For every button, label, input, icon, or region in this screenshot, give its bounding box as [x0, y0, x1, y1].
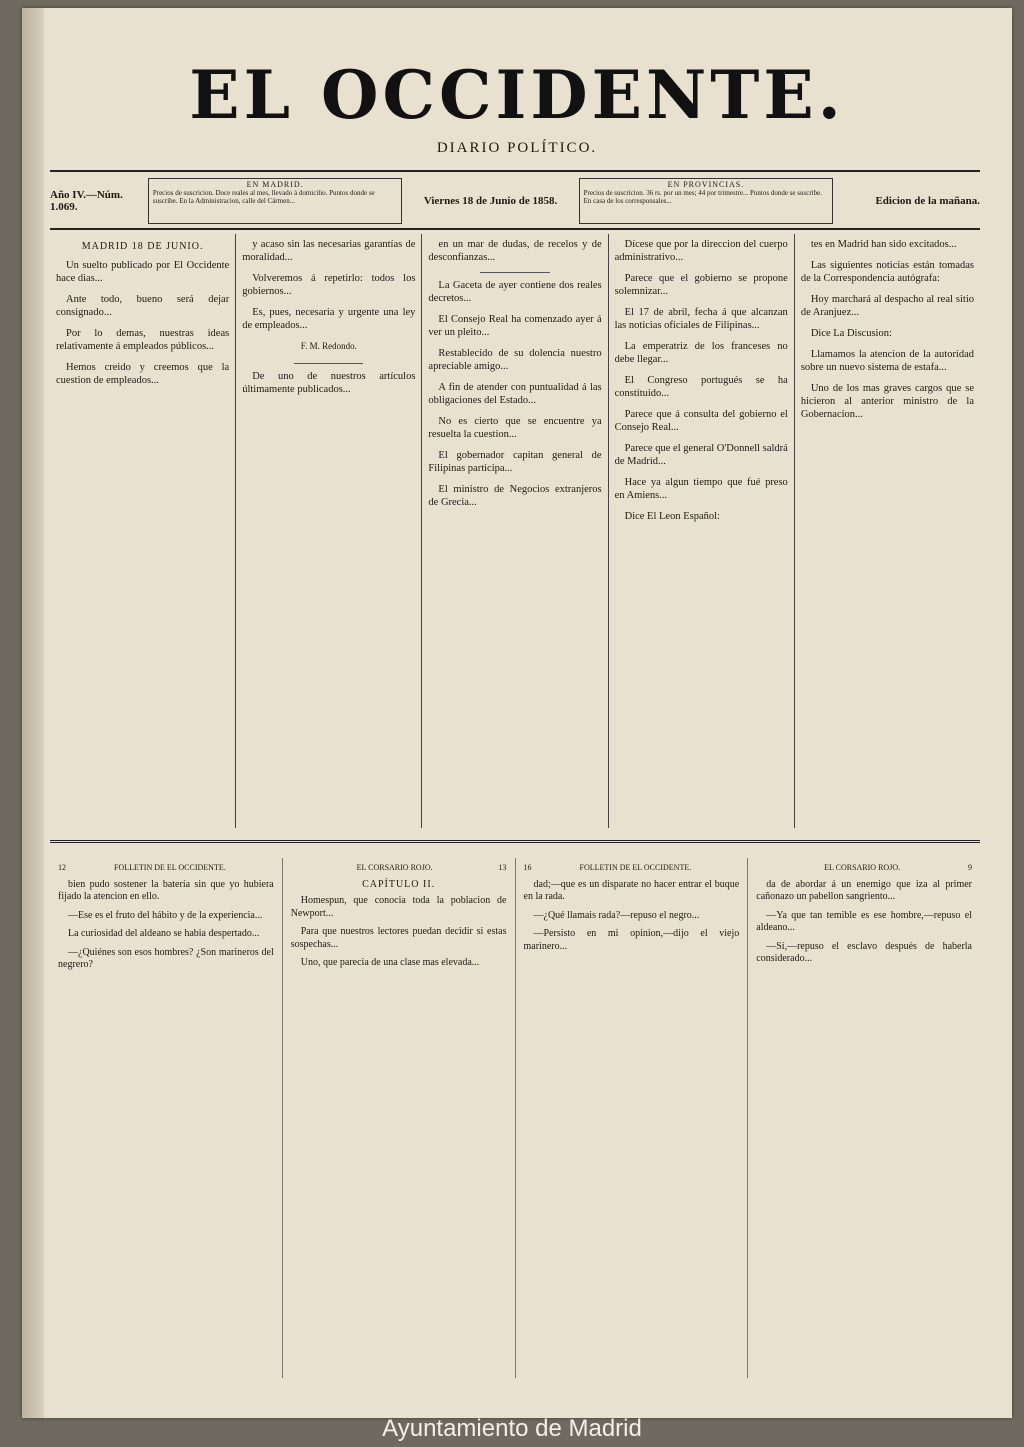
- main-columns: [50, 234, 980, 828]
- paragraph: El Congreso portugués se ha constituido...: [614, 375, 788, 399]
- paragraph: Volveremos á repetirlo: todos los gobiernos...: [242, 273, 416, 297]
- column-heading: MADRID 18 DE JUNIO.: [81, 241, 204, 252]
- paragraph: El Consejo Real ha comenzado ayer á ver un pleito...: [428, 314, 602, 338]
- paragraph: Dícese que por la direccion del cuerpo administrativo...: [614, 239, 788, 263]
- paragraph: El ministro de Negocios extranjeros de Grecia...: [428, 484, 602, 508]
- paragraph: La emperatriz de los franceses no debe llegar...: [614, 341, 788, 365]
- paragraph: Parece que el general O'Donnell saldrá de Madrid...: [614, 443, 788, 467]
- paragraph: De uno de nuestros artículos últimamente publicados...: [242, 371, 416, 395]
- paragraph: Para que nuestros lectores puedan decidir si estas sospechas...: [290, 926, 507, 950]
- column-3: [422, 234, 608, 828]
- masthead: [22, 56, 1012, 157]
- article-separator: [294, 363, 363, 364]
- folletin-section: [50, 858, 980, 1378]
- edition-label: Edicion de la mañana.: [875, 195, 980, 207]
- paragraph: Parece que el gobierno se propone solemnizar...: [614, 273, 788, 297]
- paragraph: A fin de atender con puntualidad á las obligaciones del Estado...: [428, 382, 602, 406]
- folletin-column-4: [748, 858, 980, 1378]
- paragraph: —Persisto en mi opinion,—dijo el viejo marinero...: [523, 928, 740, 952]
- issue-number: Año IV.—Núm. 1.069.: [50, 189, 123, 213]
- paragraph: Las siguientes noticias están tomadas de la Correspondencia autógrafa:: [800, 260, 975, 284]
- folletin-title: FOLLETIN DE EL OCCIDENTE.: [114, 863, 226, 872]
- chapter-heading: CAPÍTULO II.: [362, 878, 436, 890]
- paragraph: Es, pues, necesaria y urgente una ley de empleados...: [242, 307, 416, 331]
- paragraph: Hemos creido y creemos que la cuestion de empleados...: [56, 362, 230, 386]
- provincias-header: EN PROVINCIAS.: [667, 180, 745, 189]
- paragraph: Homespun, que conocia toda la poblacion de Newport...: [290, 895, 507, 919]
- paragraph: Hace ya algun tiempo que fué preso en Amiens...: [614, 477, 788, 501]
- paragraph: tes en Madrid han sido excitados...: [810, 239, 957, 250]
- paragraph: El 17 de abril, fecha á que alcanzan las noticias oficiales de Filipinas...: [614, 307, 788, 331]
- paragraph: —¿Quiénes son esos hombres? ¿Son marineros del negrero?: [58, 946, 274, 970]
- page-number: 9: [968, 863, 972, 872]
- article-separator: [480, 272, 549, 273]
- folletin-column-3: [516, 858, 749, 1378]
- newspaper-title: EL OCCIDENTE.: [189, 56, 845, 134]
- paragraph: La curiosidad del aldeano se habia despertado...: [68, 928, 260, 939]
- paragraph: Uno, que parecia de una clase mas elevada...: [300, 957, 480, 968]
- folletin-header: [58, 862, 274, 875]
- info-bar: [50, 176, 980, 226]
- folletin-header: [524, 862, 740, 875]
- paragraph: El gobernador capitan general de Filipinas participa...: [428, 450, 602, 474]
- paragraph: Restablecido de su dolencia nuestro apreciable amigo...: [428, 348, 602, 372]
- paragraph: Uno de los mas graves cargos que se hicieron al anterior ministro de la Gobernacion...: [800, 383, 975, 420]
- folletin-header: [756, 862, 972, 875]
- column-2: [236, 234, 422, 828]
- page-number: 13: [498, 863, 507, 872]
- paragraph: No es cierto que se encuentre ya resuelta la cuestion...: [428, 416, 602, 440]
- column-1: [50, 234, 236, 828]
- folletin-title: FOLLETIN DE EL OCCIDENTE.: [579, 863, 692, 872]
- paragraph: —Ese es el fruto del hábito y de la experiencia...: [68, 909, 263, 921]
- column-5: [795, 234, 980, 828]
- newspaper-page: [22, 8, 1012, 1418]
- page-number: 12: [58, 863, 66, 872]
- page-number: 16: [523, 863, 532, 872]
- paragraph: Un suelto publicado por El Occidente hace dias...: [56, 260, 230, 284]
- paragraph: —Ya que tan temible es ese hombre,—repuso el aldeano...: [756, 909, 972, 933]
- madrid-text: Precios de suscricion. Doce reales al mes, llevado á domicilio. Puntos donde se suscribe. En la Administracion, calle del Cármen...: [152, 189, 375, 205]
- paragraph: y acaso sin las necesarias garantías de moralidad...: [242, 239, 416, 263]
- paragraph: Ante todo, bueno será dejar consignado...: [56, 294, 230, 318]
- paragraph: dad;—que es un disparate no hacer entrar el buque en la rada.: [523, 878, 740, 902]
- paragraph: Dice La Discusion:: [810, 328, 892, 339]
- folletin-column-1: [50, 858, 283, 1378]
- provincias-subscription-box: [579, 178, 834, 224]
- folletin-column-2: [283, 858, 516, 1378]
- masthead-rule-bottom: [50, 228, 980, 230]
- newspaper-subtitle: DIARIO POLÍTICO.: [436, 140, 598, 156]
- article-signature: F. M. Redondo.: [300, 341, 357, 351]
- masthead-rule-top: [50, 170, 980, 172]
- adjacent-page-edge: [22, 8, 44, 1418]
- archive-credit: Ayuntamiento de Madrid: [382, 1415, 642, 1442]
- provincias-text: Precios de suscricion. 36 rs. por un mes; 44 por trimestre... Puntos donde se suscribe. En casa de los corresponsales...: [583, 189, 822, 205]
- folletin-divider: [50, 840, 980, 843]
- madrid-header: EN MADRID.: [246, 180, 304, 189]
- paragraph: —¿Qué llamais rada?—repuso el negro...: [533, 909, 700, 921]
- paragraph: Hoy marchará al despacho al real sitio de Aranjuez...: [800, 294, 975, 318]
- paragraph: Parece que á consulta del gobierno el Consejo Real...: [614, 409, 788, 433]
- paragraph: Dice El Leon Español:: [624, 511, 720, 522]
- paragraph: —Sí,—repuso el esclavo después de haberla considerado...: [756, 940, 972, 964]
- folletin-title: EL CORSARIO ROJO.: [356, 863, 433, 872]
- column-4: [609, 234, 795, 828]
- paragraph: La Gaceta de ayer contiene dos reales decretos...: [428, 280, 602, 304]
- folletin-header: [291, 862, 507, 875]
- paragraph: Llamamos la atencion de la autoridad sobre un nuevo sistema de estafa...: [800, 349, 975, 373]
- paragraph: bien pudo sostener la batería sin que yo hubiera fijado la atencion en ello.: [58, 878, 274, 902]
- madrid-subscription-box: [148, 178, 403, 224]
- paragraph: da de abordar á un enemigo que iza al primer cañonazo un pabellon sangriento...: [756, 878, 972, 902]
- paragraph: Por lo demas, nuestras ideas relativamente á empleados públicos...: [56, 328, 230, 352]
- paragraph: en un mar de dudas, de recelos y de desconfianzas...: [428, 239, 602, 263]
- issue-date: Viernes 18 de Junio de 1858.: [423, 195, 558, 207]
- folletin-title: EL CORSARIO ROJO.: [824, 863, 901, 872]
